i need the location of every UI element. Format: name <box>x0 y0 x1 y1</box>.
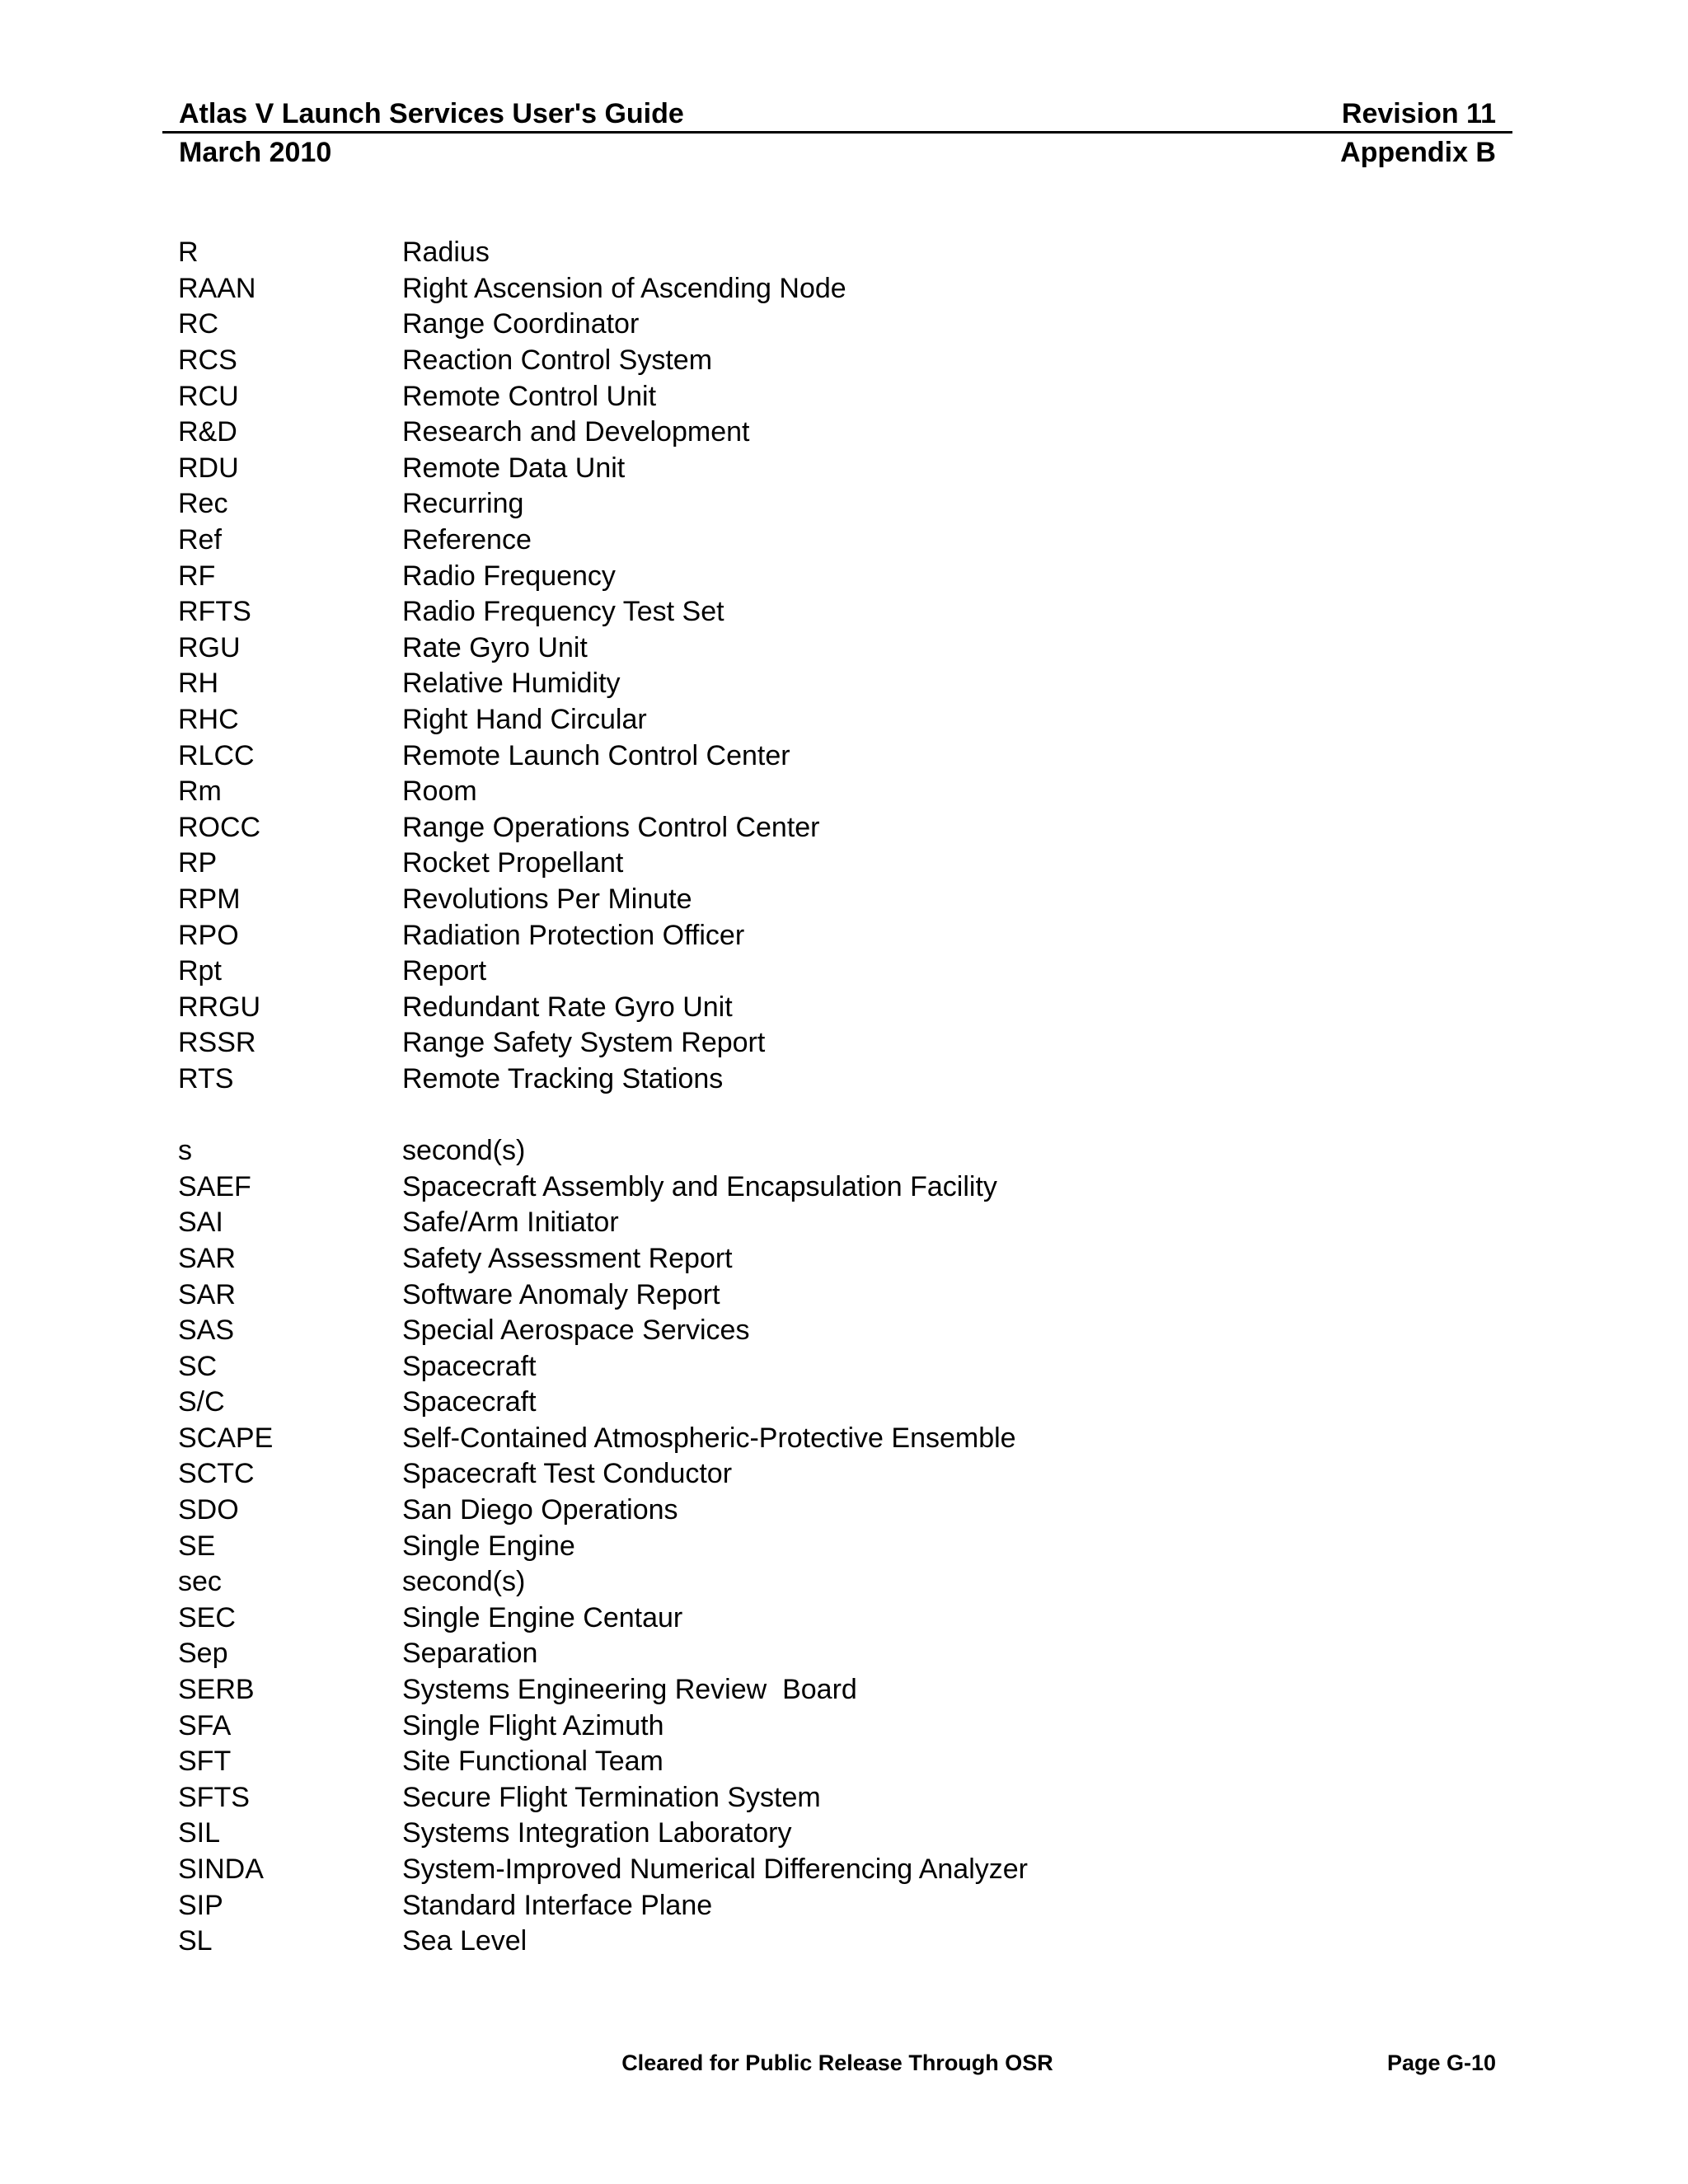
page-footer <box>162 2046 1512 2079</box>
definition: Right Hand Circular <box>402 704 647 736</box>
glossary-entry <box>178 1672 1332 1708</box>
glossary-entry <box>178 235 1332 271</box>
glossary-entry <box>178 343 1332 379</box>
acronym: SERB <box>178 1674 255 1706</box>
definition: Separation <box>402 1638 538 1670</box>
definition: Recurring <box>402 488 524 520</box>
glossary-entry <box>178 1169 1332 1205</box>
appendix-label: Appendix B <box>1340 137 1496 168</box>
acronym: SAR <box>178 1278 236 1310</box>
definition: Report <box>402 955 487 987</box>
definition: second(s) <box>402 1135 526 1167</box>
glossary-entry <box>178 989 1332 1025</box>
glossary-entry <box>178 846 1332 882</box>
glossary-entry <box>178 415 1332 451</box>
definition: Radius <box>402 237 490 269</box>
acronym: sec <box>178 1566 222 1598</box>
definition: Remote Tracking Stations <box>402 1062 724 1094</box>
glossary-entry <box>178 523 1332 559</box>
acronym: SFTS <box>178 1781 250 1813</box>
definition: Safe/Arm Initiator <box>402 1207 619 1239</box>
glossary-entry <box>178 1456 1332 1493</box>
definition: Systems Integration Laboratory <box>402 1817 792 1849</box>
acronym: SAEF <box>178 1170 251 1202</box>
definition: Range Coordinator <box>402 308 640 340</box>
glossary-entry <box>178 1241 1332 1277</box>
acronym: Ref <box>178 524 222 556</box>
definition: Single Engine <box>402 1530 575 1562</box>
glossary-entry <box>178 1385 1332 1421</box>
glossary-entry <box>178 630 1332 667</box>
acronym: Rpt <box>178 955 222 987</box>
definition: Spacecraft <box>402 1350 537 1382</box>
glossary-entry <box>178 1205 1332 1241</box>
glossary-entry <box>178 882 1332 918</box>
header-rule <box>162 131 1512 134</box>
definition: Systems Engineering Review Board <box>402 1674 857 1706</box>
acronym: Sep <box>178 1638 228 1670</box>
definition: second(s) <box>402 1566 526 1598</box>
definition: Spacecraft Assembly and Encapsulation Facility <box>402 1170 997 1202</box>
acronym: RF <box>178 560 216 592</box>
acronym: RLCC <box>178 739 255 771</box>
glossary-entry <box>178 1025 1332 1062</box>
acronym: RC <box>178 308 219 340</box>
glossary-entry <box>178 1852 1332 1888</box>
acronym: RFTS <box>178 596 251 628</box>
acronym: ROCC <box>178 811 261 843</box>
definition: Software Anomaly Report <box>402 1278 720 1310</box>
definition: Sea Level <box>402 1925 528 1957</box>
definition: Single Engine Centaur <box>402 1601 683 1633</box>
glossary-entry <box>178 307 1332 343</box>
definition: Site Functional Team <box>402 1746 663 1778</box>
definition: Right Ascension of Ascending Node <box>402 272 846 304</box>
definition: Special Aerospace Services <box>402 1315 750 1347</box>
glossary-entry <box>178 1277 1332 1313</box>
acronym: RTS <box>178 1062 234 1094</box>
acronym: RH <box>178 668 219 700</box>
acronym: RPO <box>178 919 239 951</box>
acronym: SAI <box>178 1207 223 1239</box>
acronym: SCAPE <box>178 1422 274 1454</box>
glossary-entry <box>178 1564 1332 1601</box>
definition: Standard Interface Plane <box>402 1889 713 1921</box>
acronym: SEC <box>178 1601 236 1633</box>
acronym: RAAN <box>178 272 256 304</box>
definition: Self-Contained Atmospheric-Protective Ensemble <box>402 1422 1016 1454</box>
glossary-entry <box>178 1313 1332 1349</box>
acronym: SINDA <box>178 1854 264 1886</box>
glossary-entry <box>178 271 1332 307</box>
acronym: RPM <box>178 883 241 915</box>
glossary-entry <box>178 451 1332 487</box>
definition: Reaction Control System <box>402 344 713 377</box>
definition: Room <box>402 776 477 808</box>
glossary-entry <box>178 774 1332 810</box>
revision-label: Revision 11 <box>1341 98 1496 129</box>
glossary-entry <box>178 486 1332 523</box>
glossary-entry <box>178 1493 1332 1529</box>
acronym: SIP <box>178 1889 223 1921</box>
definition: Remote Launch Control Center <box>402 739 790 771</box>
acronym: RSSR <box>178 1027 256 1059</box>
acronym: R&D <box>178 416 237 448</box>
acronym-list <box>178 235 1332 1960</box>
definition: Secure Flight Termination System <box>402 1781 821 1813</box>
acronym: RRGU <box>178 991 261 1023</box>
glossary-entry <box>178 738 1332 774</box>
glossary-entry <box>178 810 1332 846</box>
definition: Redundant Rate Gyro Unit <box>402 991 733 1023</box>
acronym: SE <box>178 1530 216 1562</box>
definition: Relative Humidity <box>402 668 621 700</box>
glossary-entry <box>178 954 1332 990</box>
acronym: R <box>178 237 199 269</box>
acronym: RCS <box>178 344 237 377</box>
acronym: SAR <box>178 1242 236 1274</box>
definition: Remote Data Unit <box>402 452 626 484</box>
acronym: SIL <box>178 1817 221 1849</box>
definition: Spacecraft Test Conductor <box>402 1458 733 1490</box>
acronym: RGU <box>178 631 241 663</box>
glossary-entry <box>178 1133 1332 1169</box>
acronym: SL <box>178 1925 213 1957</box>
glossary-entry <box>178 1780 1332 1816</box>
document-date: March 2010 <box>179 137 332 168</box>
definition: Range Safety System Report <box>402 1027 766 1059</box>
definition: Radio Frequency Test Set <box>402 596 724 628</box>
page-header <box>162 97 1512 169</box>
acronym: S/C <box>178 1386 225 1418</box>
glossary-entry <box>178 1062 1332 1098</box>
acronym: RHC <box>178 704 239 736</box>
glossary-entry <box>178 1421 1332 1457</box>
glossary-entry <box>178 666 1332 702</box>
glossary-entry <box>178 378 1332 415</box>
definition: Radio Frequency <box>402 560 616 592</box>
acronym: SCTC <box>178 1458 255 1490</box>
glossary-entry <box>178 702 1332 738</box>
acronym: RDU <box>178 452 239 484</box>
glossary-entry <box>178 1348 1332 1385</box>
document-title: Atlas V Launch Services User's Guide <box>179 98 684 129</box>
definition: Reference <box>402 524 532 556</box>
acronym: SC <box>178 1350 218 1382</box>
glossary-entry <box>178 594 1332 630</box>
definition: Spacecraft <box>402 1386 537 1418</box>
glossary-entry <box>178 1924 1332 1960</box>
acronym: SAS <box>178 1315 235 1347</box>
definition: Radiation Protection Officer <box>402 919 745 951</box>
acronym: SFT <box>178 1746 232 1778</box>
glossary-entry <box>178 917 1332 954</box>
glossary-entry <box>178 1816 1332 1852</box>
glossary-entry <box>178 1744 1332 1780</box>
glossary-entry <box>178 1708 1332 1744</box>
page-number: Page G-10 <box>1386 2050 1496 2075</box>
acronym: SDO <box>178 1494 239 1526</box>
definition: Remote Control Unit <box>402 380 657 412</box>
acronym: Rec <box>178 488 228 520</box>
definition: Research and Development <box>402 416 750 448</box>
group-spacer <box>178 1097 1332 1133</box>
acronym: Rm <box>178 776 222 808</box>
definition: Rocket Propellant <box>402 847 624 879</box>
glossary-entry <box>178 1887 1332 1924</box>
definition: Rate Gyro Unit <box>402 631 588 663</box>
acronym: RP <box>178 847 218 879</box>
header-bottom-row <box>162 136 1512 169</box>
acronym: RCU <box>178 380 239 412</box>
clearance-notice: Cleared for Public Release Through OSR <box>621 2050 1053 2075</box>
glossary-entry <box>178 558 1332 594</box>
glossary-entry <box>178 1636 1332 1672</box>
acronym: SFA <box>178 1709 232 1741</box>
definition: Single Flight Azimuth <box>402 1709 664 1741</box>
definition: Safety Assessment Report <box>402 1242 733 1274</box>
definition: System-Improved Numerical Differencing Analyzer <box>402 1854 1028 1886</box>
definition: San Diego Operations <box>402 1494 678 1526</box>
glossary-entry <box>178 1601 1332 1637</box>
header-top-row <box>162 97 1512 130</box>
definition: Range Operations Control Center <box>402 811 820 843</box>
acronym: s <box>178 1135 192 1167</box>
definition: Revolutions Per Minute <box>402 883 692 915</box>
glossary-entry <box>178 1528 1332 1564</box>
